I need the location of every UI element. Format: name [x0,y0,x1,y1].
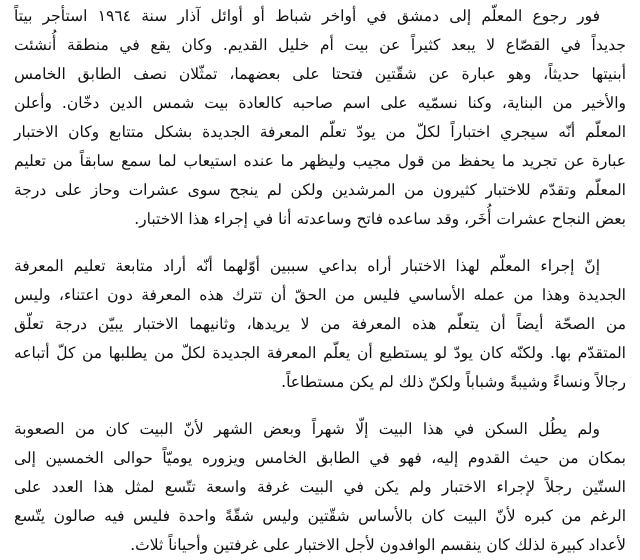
text-line: من الصحّة أيضاً أن يتعلّم هذه المعرفة من لا يريدها، وثانيهما الاختبار يبيّن درجة تعلّق [14,315,626,333]
text-line: المعلّم وتقدّم للاختبار كثيرون من المرشدين ولكن لم ينجح سوى عشرات وحاز على درجة [14,181,626,199]
text-line: والأخير من البناية، وكنا نسمّيه على اسم صاحبه كالعادة بيت شمس الدين دخّان. وأعلن [14,94,626,112]
text-line: بمكان من حيث القدوم إليه، فهو في الطابق الخامس ويزوره يوميّاً حوالى الخمسين إلى [14,449,626,467]
text-line: المتقدّم بها. ولكنّه كان يودّ لو يستطيع أن يعلّم المعرفة الجديدة لكلّ من يطلبها من كلّ أتباعه [14,344,626,362]
text-line: إنّ إجراء المعلّم لهذا الاختبار أراه بداعي سببين أوّلهما أنّه أراد متابعة تعليم المعرفة [14,257,600,275]
text-line: المعلّم أنّه سيجري اختباراً لكلّ من يودّ تعلّم المعرفة الجديدة بشكل متتابع وكان الاختبار [14,123,626,141]
text-line: رجالاً ونساءً وشيبةً وشباباً ولكنّ ذلك لم يكن مستطاعاً. [281,373,626,391]
text-line: فور رجوع المعلّم إلى دمشق في أواخر شباط أو أوائل آذار سنة ١٩٦٤ استأجر بيتاً [14,7,600,25]
text-line: ولم يطُل السكن في هذا البيت إلّا شهراً وبعض الشهر لأنّ البيت كان من الصعوبة [14,420,600,438]
text-line: جديداً في القصّاع لا يبعد كثيراً عن بيت أم خليل القديم. وكان يقع في منطقة أُنشئت [14,36,626,54]
text-line: الجديدة وهذا من عمله الأساسي فليس من الحقّ أن تترك هذه المعرفة دون اعتناء، وليس [14,286,626,304]
text-line: الستّين رجلاً لإجراء الاختبار ولم يكن في البيت غرفة واسعة تتّسع لمثل هذا العدد على [14,478,626,496]
text-line: عبارة عن تجريد ما يحفظ من قول مجيب وليظهر ما عنده استيعاب لما سمع سابقاً من تعليم [14,152,626,170]
text-line: أبنيتها حديثاً، وهو عبارة عن شقّتين فتحتا على بعضهما، تمثّلان نصف الطابق الخامس [14,65,626,83]
text-line: الرغم من كبره لأنّ البيت كان بالأساس شقّتين وليس شقّةً واحدة فليس فيه صالون يتّسع [14,507,626,525]
text-line: بعض النجاح عشرات أُخَر، وقد ساعده فاتح وساعدته أنا في إجراء هذا الاختبار. [134,210,626,228]
paragraph-spacer [14,397,626,415]
paragraph-2 [14,252,626,397]
text-line: لأعداد كبيرة لذلك كان ينقسم الوافدون لأجل الاختبار على غرفتين وأحياناً ثلاث. [130,536,626,554]
paragraph-3 [14,415,626,560]
paragraph-1 [14,2,626,234]
paragraph-spacer [14,234,626,252]
